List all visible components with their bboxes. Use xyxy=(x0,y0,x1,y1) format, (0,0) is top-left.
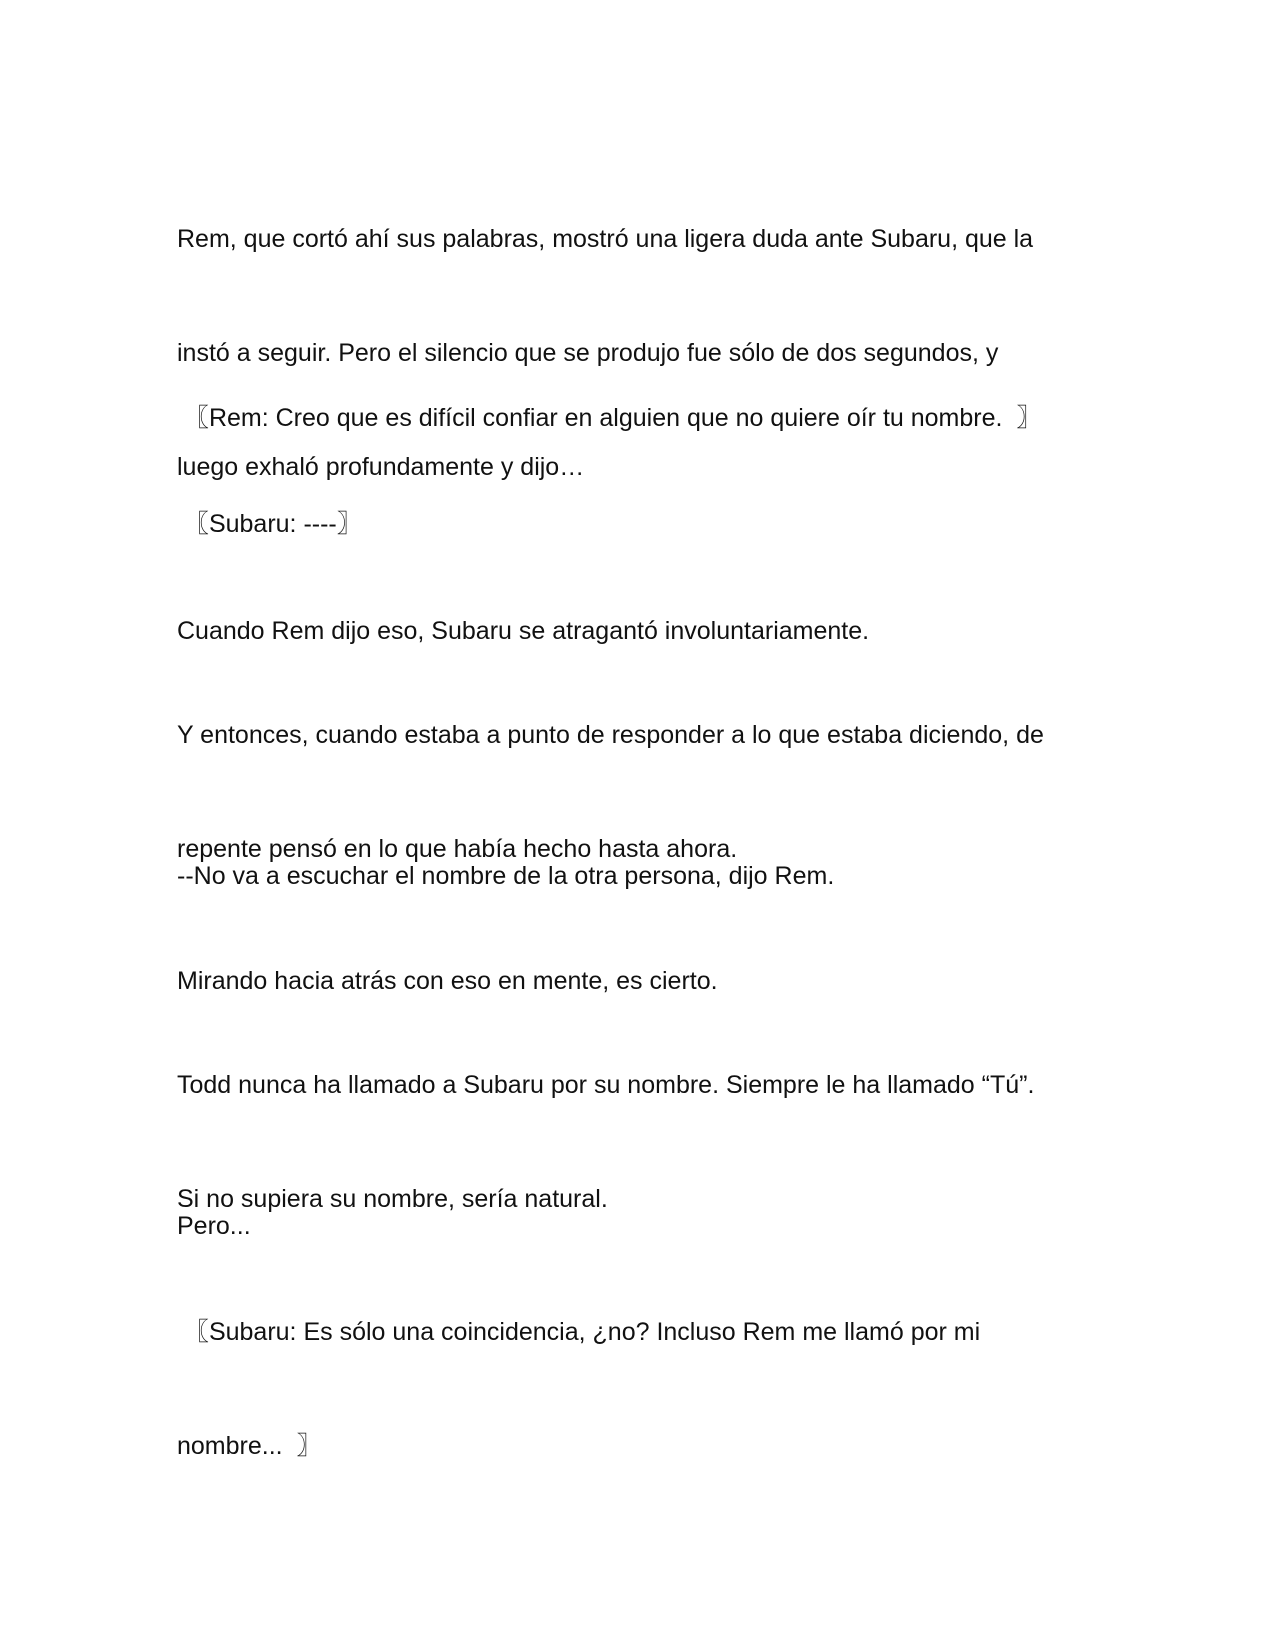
text-line: Y entonces, cuando estaba a punto de responder a lo que estaba diciendo, de xyxy=(177,721,1044,749)
text-line: Pero... xyxy=(177,1212,251,1240)
text-line: instó a seguir. Pero el silencio que se produjo fue sólo de dos segundos, y xyxy=(177,339,999,367)
text-line: 〖Rem: Creo que es difícil confiar en alguien que no quiere oír tu nombre. 〗 xyxy=(177,404,1042,432)
text-line: 〖Subaru: Es sólo una coincidencia, ¿no? Incluso Rem me llamó por mi xyxy=(177,1318,981,1346)
text-line: --No va a escuchar el nombre de la otra persona, dijo Rem. xyxy=(177,862,835,890)
text-line: Rem, que cortó ahí sus palabras, mostró una ligera duda ante Subaru, que la xyxy=(177,225,1034,253)
text-line: repente pensó en lo que había hecho hasta ahora. xyxy=(177,835,738,863)
text-line: nombre... 〗 xyxy=(177,1432,322,1460)
text-line: Si no supiera su nombre, sería natural. xyxy=(177,1185,608,1213)
dialogue-subaru-coincidence xyxy=(177,1237,1117,1541)
text-line: 〖Subaru: ----〗 xyxy=(177,510,362,538)
text-line: Todd nunca ha llamado a Subaru por su nombre. Siempre le ha llamado “Tú”. xyxy=(177,1071,1035,1099)
text-line: luego exhaló profundamente y dijo… xyxy=(177,453,585,481)
text-line: Mirando hacia atrás con eso en mente, es cierto. xyxy=(177,967,718,995)
text-line: Cuando Rem dijo eso, Subaru se atragantó involuntariamente. xyxy=(177,617,870,645)
